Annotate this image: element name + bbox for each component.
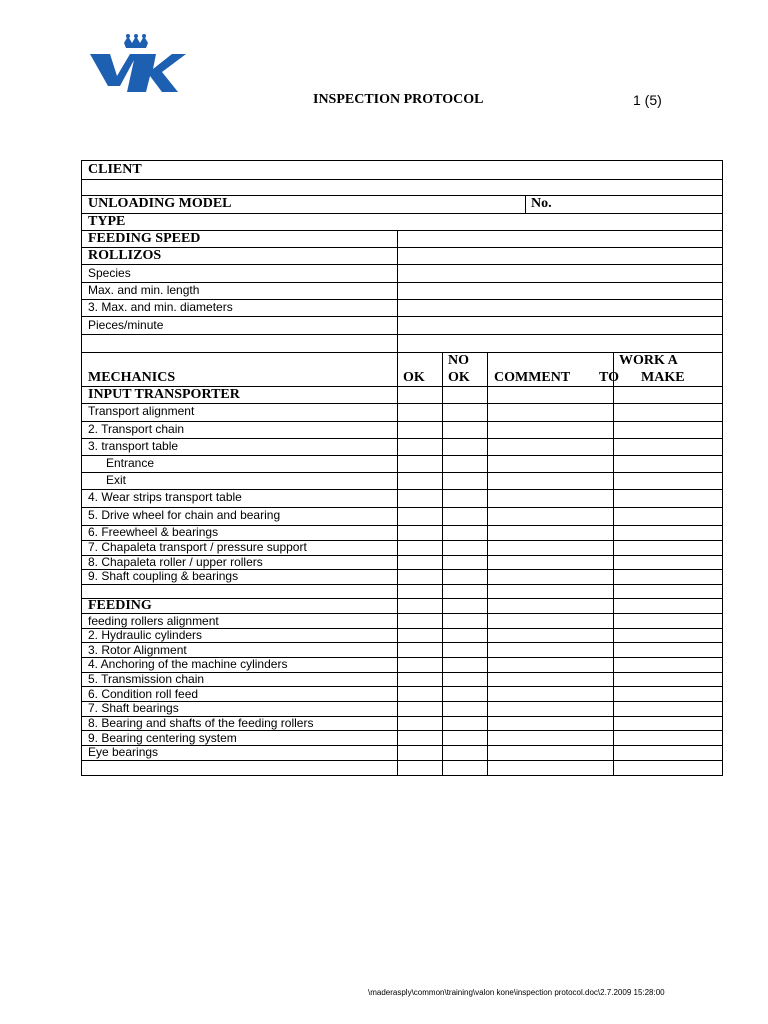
column-work-line1: WORK A	[619, 353, 678, 368]
checklist-item: 8. Chapaleta roller / upper rollers	[88, 555, 263, 569]
checklist-item: 7. Chapaleta transport / pressure support	[88, 540, 307, 554]
inspection-table	[81, 160, 723, 776]
checklist-item: 9. Shaft coupling & bearings	[88, 569, 239, 583]
unloading-model-label: UNLOADING MODEL	[88, 196, 232, 211]
checklist-item: 5. Transmission chain	[88, 672, 205, 686]
type-label: TYPE	[88, 214, 126, 229]
checklist-item: Exit	[106, 473, 127, 487]
checklist-item: 8. Bearing and shafts of the feeding rollers	[88, 716, 314, 730]
column-comment: COMMENT	[494, 370, 571, 385]
column-no-ok-line2: OK	[448, 370, 470, 385]
logo-letters-icon	[90, 54, 186, 92]
column-no-ok-line1: NO	[448, 353, 469, 368]
checklist-item: Entrance	[106, 456, 155, 470]
checklist-item: 6. Freewheel & bearings	[88, 525, 219, 539]
column-work-to: TO	[599, 370, 619, 385]
column-work-make: MAKE	[641, 370, 685, 385]
checklist-item: 7. Shaft bearings	[88, 701, 179, 715]
checklist-item: 4. Wear strips transport table	[88, 490, 242, 504]
page-number: 1 (5)	[633, 92, 662, 108]
feeding-speed-label: FEEDING SPEED	[88, 231, 201, 246]
rollizos-label: ROLLIZOS	[88, 248, 162, 263]
checklist-item: 9. Bearing centering system	[88, 731, 237, 745]
document-title: INSPECTION PROTOCOL	[313, 92, 484, 107]
spec-species: Species	[88, 266, 131, 280]
checklist-item: 5. Drive wheel for chain and bearing	[88, 508, 281, 522]
checklist-item: 4. Anchoring of the machine cylinders	[88, 657, 288, 671]
checklist-item: 6. Condition roll feed	[88, 687, 199, 701]
logo-crown-icon	[124, 34, 148, 48]
vk-logo	[90, 34, 186, 92]
spec-diameters: 3. Max. and min. diameters	[88, 300, 233, 314]
checklist-item: Transport alignment	[88, 404, 195, 418]
spec-pieces: Pieces/minute	[88, 318, 164, 332]
column-ok: OK	[403, 370, 425, 385]
file-path-footer: \maderasply\common\training\valon kone\inspection protocol.doc\2.7.2009 15:28:00	[368, 988, 665, 997]
checklist-item: Eye bearings	[88, 745, 159, 759]
input-transporter-heading: INPUT TRANSPORTER	[88, 387, 240, 402]
number-label: No.	[531, 196, 552, 211]
checklist-item: 2. Transport chain	[88, 422, 185, 436]
checklist-item: feeding rollers alignment	[88, 614, 219, 628]
checklist-item: 3. Rotor Alignment	[88, 643, 187, 657]
feeding-heading: FEEDING	[88, 598, 152, 613]
column-mechanics: MECHANICS	[88, 370, 176, 385]
checklist-item: 3. transport table	[88, 439, 179, 453]
client-label: CLIENT	[88, 162, 142, 177]
checklist-item: 2. Hydraulic cylinders	[88, 628, 203, 642]
spec-length: Max. and min. length	[88, 283, 200, 297]
